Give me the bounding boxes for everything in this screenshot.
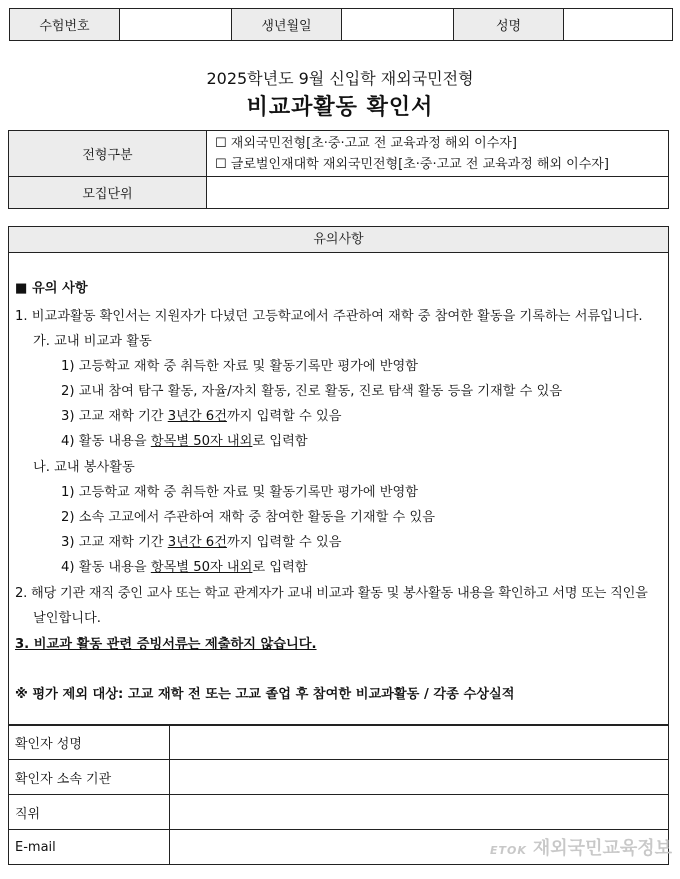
- admission-type-table: [8, 130, 669, 209]
- notice-a4: 4) 활동 내용을 항목별 50자 내외로 입력함: [61, 434, 308, 449]
- notice-b4-emphasis: 항목별 50자 내외: [150, 560, 253, 575]
- recruitment-unit-label: 모집단위: [9, 177, 207, 209]
- exam-number-label: 수험번호: [10, 9, 120, 41]
- notice-box: [8, 226, 669, 726]
- notice-item-1: 1. 비교과활동 확인서는 지원자가 다녔던 고등학교에서 주관하여 재학 중 참여한 활동을 기록하는 서류입니다.: [15, 309, 643, 324]
- notice-item-3: 3. 비교과 활동 관련 증빙서류는 제출하지 않습니다.: [15, 637, 317, 652]
- confirmer-position-label: 직위: [9, 795, 170, 830]
- notice-a3: 3) 고교 재학 기간 3년간 6건까지 입력할 수 있음: [61, 409, 342, 424]
- notice-item-2: 2. 해당 기관 재직 중인 교사 또는 학교 관계자가 교내 비교과 활동 및 봉사활동 내용을 확인하고 서명 또는 직인을: [15, 586, 648, 601]
- confirmer-position-field[interactable]: [170, 795, 669, 830]
- notice-subsection-b: 나. 교내 봉사활동: [33, 460, 135, 475]
- confirmer-org-label: 확인자 소속 기관: [9, 760, 170, 795]
- notice-b3-emphasis: 3년간 6건: [167, 535, 227, 550]
- admission-option-global[interactable]: ☐ 글로벌인재대학 재외국민전형[초·중·고교 전 교육과정 해외 이수자]: [215, 156, 609, 172]
- notice-header: 유의사항: [9, 227, 668, 253]
- confirmer-email-label: E-mail: [9, 830, 170, 865]
- watermark-logo-icon: ETOK: [490, 844, 527, 857]
- watermark-text: 재외국민교육정보: [532, 838, 673, 859]
- birth-date-field[interactable]: [342, 9, 454, 41]
- exam-number-field[interactable]: [120, 9, 232, 41]
- notice-exclusion: ※ 평가 제외 대상: 고교 재학 전 또는 고교 졸업 후 참여한 비교과활동 / 각종 수상실적: [15, 687, 515, 702]
- notice-a4-emphasis: 항목별 50자 내외: [150, 434, 253, 449]
- admission-option-overseas[interactable]: ☐ 재외국민전형[초·중·고교 전 교육과정 해외 이수자]: [215, 135, 517, 151]
- notice-a2: 2) 교내 참여 탐구 활동, 자율/자치 활동, 진로 활동, 진로 탐색 활동 등을 기재할 수 있음: [61, 384, 563, 399]
- confirmer-name-label: 확인자 성명: [9, 725, 170, 760]
- watermark: [490, 834, 672, 860]
- confirmer-name-field[interactable]: [170, 725, 669, 760]
- notice-subsection-a: 가. 교내 비교과 활동: [33, 334, 152, 349]
- applicant-info-table: [9, 8, 673, 41]
- confirmer-org-field[interactable]: [170, 760, 669, 795]
- document-title: 비교과활동 확인서: [246, 95, 434, 120]
- document-subtitle: 2025학년도 9월 신입학 재외국민전형: [206, 69, 474, 88]
- notice-a1: 1) 고등학교 재학 중 취득한 자료 및 활동기록만 평가에 반영함: [61, 359, 418, 374]
- notice-a3-emphasis: 3년간 6건: [167, 409, 227, 424]
- notice-b3: 3) 고교 재학 기간 3년간 6건까지 입력할 수 있음: [61, 535, 342, 550]
- birth-date-label: 생년월일: [232, 9, 342, 41]
- notice-b2: 2) 소속 고교에서 주관하여 재학 중 참여한 활동을 기재할 수 있음: [61, 510, 435, 525]
- recruitment-unit-field[interactable]: [207, 177, 669, 209]
- name-label: 성명: [454, 9, 564, 41]
- notice-item-2-cont: 날인합니다.: [33, 611, 101, 626]
- notice-b4: 4) 활동 내용을 항목별 50자 내외로 입력함: [61, 560, 308, 575]
- admission-type-label: 전형구분: [9, 131, 207, 177]
- notice-section-title: ■ 유의 사항: [15, 281, 88, 296]
- notice-b1: 1) 고등학교 재학 중 취득한 자료 및 활동기록만 평가에 반영함: [61, 485, 418, 500]
- name-field[interactable]: [564, 9, 673, 41]
